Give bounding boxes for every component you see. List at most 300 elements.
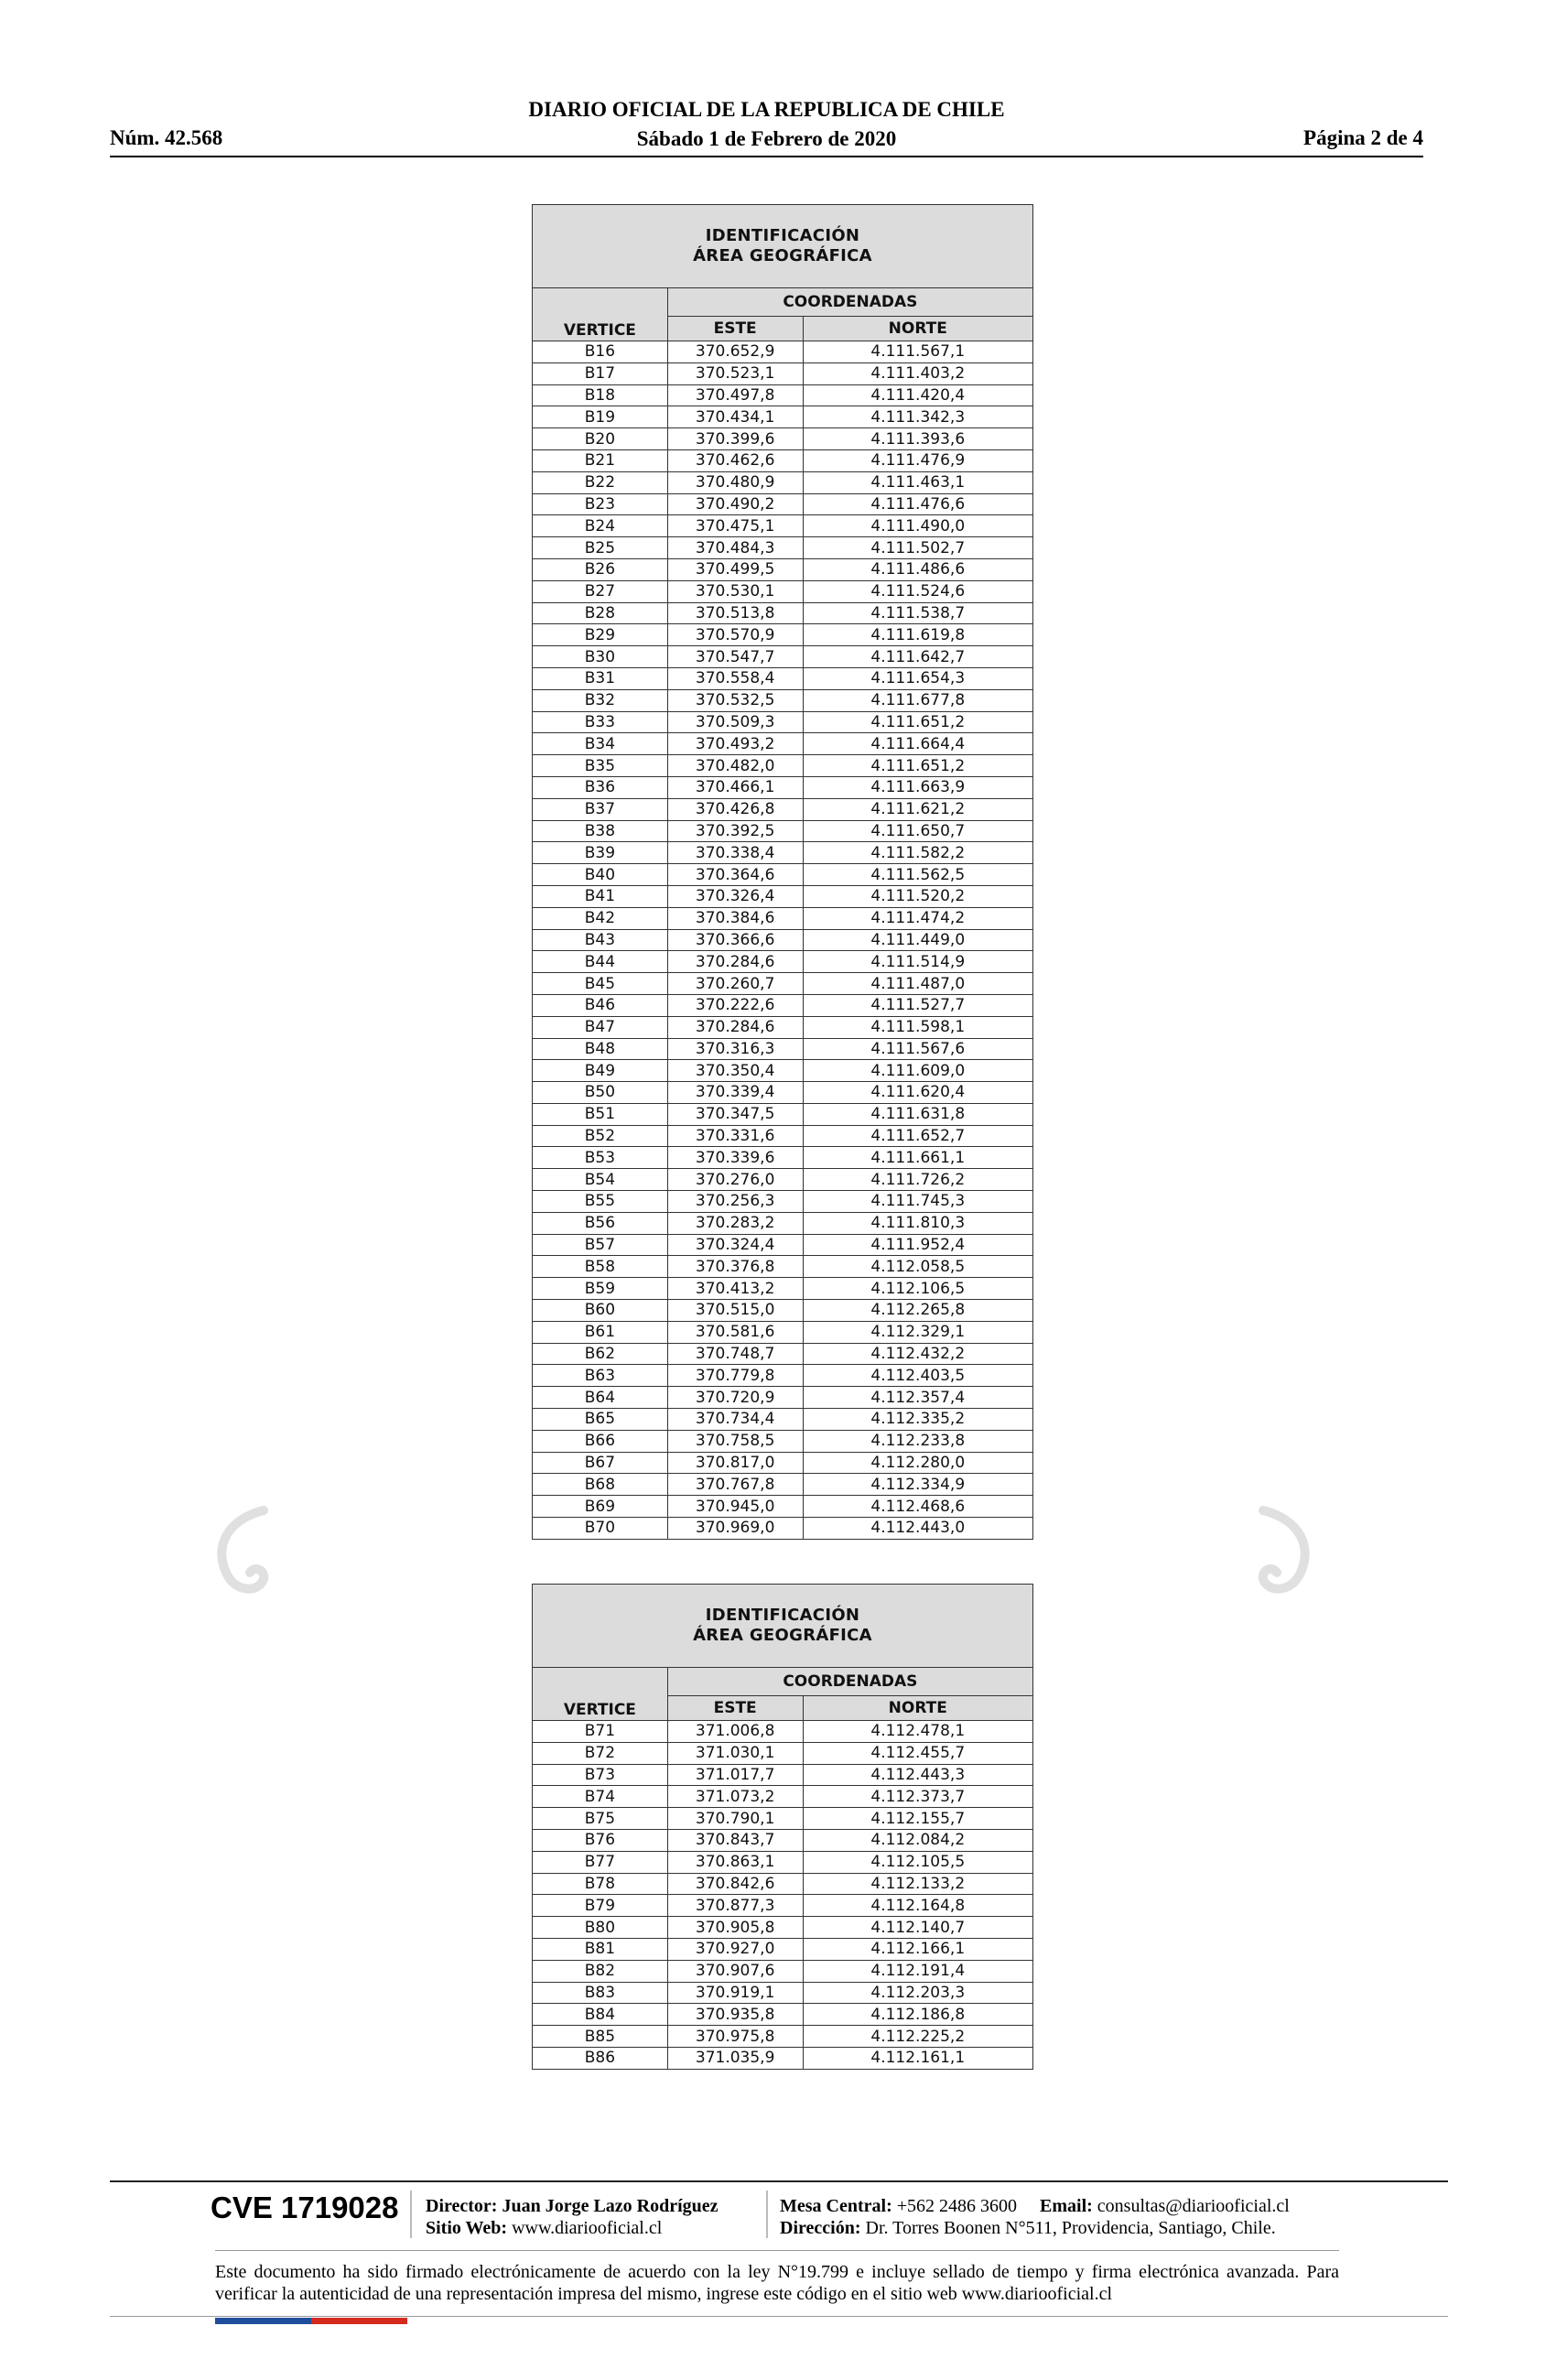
east-header: ESTE — [667, 317, 803, 341]
table-row — [533, 1452, 1033, 1474]
east-cell: 371.017,7 — [667, 1764, 803, 1786]
east-cell: 370.790,1 — [667, 1808, 803, 1830]
vertex-cell: B54 — [533, 1169, 668, 1191]
north-cell: 4.112.058,5 — [803, 1256, 1032, 1278]
coordinates-header: COORDENADAS — [667, 1668, 1032, 1696]
table-row — [533, 1851, 1033, 1873]
table-row — [533, 2004, 1033, 2026]
vertex-cell: B34 — [533, 733, 668, 755]
east-cell: 371.030,1 — [667, 1742, 803, 1764]
east-cell: 370.326,4 — [667, 885, 803, 907]
table-row — [533, 1982, 1033, 2004]
vertex-cell: B30 — [533, 646, 668, 668]
vertex-cell: B86 — [533, 2047, 668, 2069]
east-cell: 370.338,4 — [667, 842, 803, 864]
vertex-cell: B73 — [533, 1764, 668, 1786]
vertex-cell: B77 — [533, 1851, 668, 1873]
east-cell: 370.499,5 — [667, 558, 803, 580]
vertex-cell: B75 — [533, 1808, 668, 1830]
table-row — [533, 820, 1033, 842]
east-cell: 370.877,3 — [667, 1895, 803, 1917]
north-cell: 4.111.420,4 — [803, 384, 1032, 406]
table-row — [533, 580, 1033, 602]
table-row — [533, 493, 1033, 515]
north-cell: 4.111.486,6 — [803, 558, 1032, 580]
coordinates-table-2 — [532, 1584, 1033, 2070]
vertex-cell: B31 — [533, 667, 668, 689]
north-cell: 4.111.582,2 — [803, 842, 1032, 864]
north-cell: 4.111.490,0 — [803, 515, 1032, 537]
watermark-ornament-left — [209, 1501, 273, 1602]
phone-value: +562 2486 3600 — [896, 2196, 1018, 2216]
north-cell: 4.112.478,1 — [803, 1721, 1032, 1743]
vertex-cell: B72 — [533, 1742, 668, 1764]
table-row — [533, 1082, 1033, 1104]
north-cell: 4.111.567,1 — [803, 341, 1032, 363]
east-cell: 370.927,0 — [667, 1938, 803, 1960]
east-header: ESTE — [667, 1696, 803, 1721]
north-cell: 4.111.567,6 — [803, 1038, 1032, 1060]
east-cell: 370.935,8 — [667, 2004, 803, 2026]
east-cell: 370.490,2 — [667, 493, 803, 515]
address-value: Dr. Torres Boonen N°511, Providencia, Santiago, Chile. — [865, 2218, 1276, 2238]
vertex-cell: B25 — [533, 537, 668, 559]
north-cell: 4.111.527,7 — [803, 994, 1032, 1016]
east-cell: 370.905,8 — [667, 1917, 803, 1939]
vertex-cell: B36 — [533, 776, 668, 798]
coordinates-table — [532, 1584, 1033, 2070]
north-cell: 4.112.357,4 — [803, 1387, 1032, 1409]
footer-contact-block — [780, 2195, 1290, 2239]
vertex-cell: B51 — [533, 1103, 668, 1125]
north-cell: 4.112.233,8 — [803, 1430, 1032, 1452]
east-cell: 370.434,1 — [667, 406, 803, 428]
north-cell: 4.111.562,5 — [803, 864, 1032, 886]
vertex-cell: B60 — [533, 1300, 668, 1322]
north-cell: 4.111.514,9 — [803, 951, 1032, 973]
east-cell: 370.284,6 — [667, 1016, 803, 1038]
watermark-ornament-right — [1254, 1501, 1318, 1602]
table-row — [533, 1409, 1033, 1431]
vertex-cell: B78 — [533, 1873, 668, 1895]
east-cell: 370.493,2 — [667, 733, 803, 755]
vertex-cell: B49 — [533, 1060, 668, 1082]
table-row — [533, 973, 1033, 995]
north-cell: 4.111.476,9 — [803, 449, 1032, 471]
north-cell: 4.112.329,1 — [803, 1321, 1032, 1343]
table-row — [533, 1764, 1033, 1786]
vertex-cell: B42 — [533, 907, 668, 929]
north-cell: 4.112.468,6 — [803, 1496, 1032, 1518]
table-row — [533, 1256, 1033, 1278]
issue-number: Núm. 42.568 — [110, 126, 223, 149]
vertex-cell: B32 — [533, 689, 668, 711]
publication-heading — [110, 95, 1423, 154]
north-cell: 4.112.164,8 — [803, 1895, 1032, 1917]
vertex-cell: B24 — [533, 515, 668, 537]
table-row — [533, 1917, 1033, 1939]
east-cell: 370.779,8 — [667, 1365, 803, 1387]
vertex-cell: B84 — [533, 2004, 668, 2026]
vertex-cell: B67 — [533, 1452, 668, 1474]
footer-inner-divider — [215, 2250, 1339, 2251]
table-row — [533, 1895, 1033, 1917]
table-row — [533, 1038, 1033, 1060]
north-cell: 4.111.677,8 — [803, 689, 1032, 711]
vertex-cell: B52 — [533, 1125, 668, 1147]
vertex-cell: B56 — [533, 1212, 668, 1234]
north-cell: 4.111.651,2 — [803, 711, 1032, 733]
east-cell: 370.969,0 — [667, 1518, 803, 1540]
east-cell: 370.547,7 — [667, 646, 803, 668]
east-cell: 370.399,6 — [667, 428, 803, 450]
email-label: Email: — [1040, 2196, 1093, 2216]
east-cell: 370.767,8 — [667, 1474, 803, 1496]
east-cell: 370.222,6 — [667, 994, 803, 1016]
vertex-cell: B26 — [533, 558, 668, 580]
vertex-cell: B28 — [533, 602, 668, 624]
east-cell: 370.975,8 — [667, 2026, 803, 2048]
table-row — [533, 1321, 1033, 1343]
east-cell: 370.350,4 — [667, 1060, 803, 1082]
director-name: Juan Jorge Lazo Rodríguez — [502, 2196, 719, 2216]
coordinates-table — [532, 204, 1033, 1540]
header-divider — [110, 156, 1423, 157]
vertex-header: VERTICE — [533, 1668, 668, 1721]
east-cell: 370.364,6 — [667, 864, 803, 886]
table-row — [533, 471, 1033, 493]
east-cell: 370.256,3 — [667, 1191, 803, 1213]
north-cell: 4.111.650,7 — [803, 820, 1032, 842]
table-row — [533, 602, 1033, 624]
vertex-cell: B41 — [533, 885, 668, 907]
north-cell: 4.112.443,0 — [803, 1518, 1032, 1540]
north-header: NORTE — [803, 317, 1032, 341]
vertex-cell: B58 — [533, 1256, 668, 1278]
director-label: Director: — [426, 2196, 498, 2216]
east-cell: 370.331,6 — [667, 1125, 803, 1147]
north-cell: 4.112.334,9 — [803, 1474, 1032, 1496]
north-cell: 4.111.663,9 — [803, 776, 1032, 798]
north-cell: 4.112.403,5 — [803, 1365, 1032, 1387]
table-row — [533, 1278, 1033, 1300]
east-cell: 370.339,4 — [667, 1082, 803, 1104]
east-cell: 370.484,3 — [667, 537, 803, 559]
north-cell: 4.112.225,2 — [803, 2026, 1032, 2048]
vertex-cell: B50 — [533, 1082, 668, 1104]
vertex-cell: B45 — [533, 973, 668, 995]
east-cell: 371.073,2 — [667, 1786, 803, 1808]
north-cell: 4.111.654,3 — [803, 667, 1032, 689]
table-row — [533, 1721, 1033, 1743]
north-cell: 4.112.106,5 — [803, 1278, 1032, 1300]
east-cell: 370.581,6 — [667, 1321, 803, 1343]
vertex-cell: B61 — [533, 1321, 668, 1343]
table-row — [533, 646, 1033, 668]
table-row — [533, 537, 1033, 559]
email-link[interactable]: consultas@diariooficial.cl — [1097, 2196, 1290, 2216]
table-row — [533, 1365, 1033, 1387]
east-cell: 370.919,1 — [667, 1982, 803, 2004]
cve-code: CVE 1719028 — [211, 2191, 399, 2224]
vertex-cell: B22 — [533, 471, 668, 493]
web-link[interactable]: www.diariooficial.cl — [512, 2218, 663, 2238]
vertex-cell: B85 — [533, 2026, 668, 2048]
east-cell: 370.720,9 — [667, 1387, 803, 1409]
footer-divider — [110, 2180, 1448, 2182]
table-row — [533, 1518, 1033, 1540]
east-cell: 370.283,2 — [667, 1212, 803, 1234]
east-cell: 370.758,5 — [667, 1430, 803, 1452]
vertex-cell: B53 — [533, 1147, 668, 1169]
phone-label: Mesa Central: — [780, 2196, 892, 2216]
east-cell: 370.734,4 — [667, 1409, 803, 1431]
vertex-cell: B55 — [533, 1191, 668, 1213]
north-cell: 4.112.203,3 — [803, 1982, 1032, 2004]
north-cell: 4.111.393,6 — [803, 428, 1032, 450]
flag-stripe-red — [311, 2318, 407, 2324]
table-row — [533, 1430, 1033, 1452]
north-cell: 4.111.952,4 — [803, 1234, 1032, 1256]
east-cell: 370.366,6 — [667, 929, 803, 951]
vertex-cell: B35 — [533, 755, 668, 777]
north-cell: 4.111.620,4 — [803, 1082, 1032, 1104]
table-row — [533, 1191, 1033, 1213]
table-row — [533, 733, 1033, 755]
east-cell: 370.907,6 — [667, 1960, 803, 1982]
north-cell: 4.111.524,6 — [803, 580, 1032, 602]
table-row — [533, 951, 1033, 973]
east-cell: 370.392,5 — [667, 820, 803, 842]
north-cell: 4.111.609,0 — [803, 1060, 1032, 1082]
vertex-cell: B33 — [533, 711, 668, 733]
north-cell: 4.111.487,0 — [803, 973, 1032, 995]
east-cell: 370.284,6 — [667, 951, 803, 973]
north-cell: 4.111.449,0 — [803, 929, 1032, 951]
page-header — [110, 92, 1423, 157]
vertex-cell: B48 — [533, 1038, 668, 1060]
table-row — [533, 994, 1033, 1016]
north-header: NORTE — [803, 1696, 1032, 1721]
vertex-cell: B68 — [533, 1474, 668, 1496]
table-row — [533, 711, 1033, 733]
east-cell: 370.558,4 — [667, 667, 803, 689]
table-title-line2: ÁREA GEOGRÁFICA — [693, 246, 872, 265]
table-row — [533, 1808, 1033, 1830]
vertex-cell: B20 — [533, 428, 668, 450]
vertex-cell: B47 — [533, 1016, 668, 1038]
vertex-cell: B83 — [533, 1982, 668, 2004]
north-cell: 4.111.520,2 — [803, 885, 1032, 907]
footer-separator — [410, 2191, 412, 2238]
vertex-cell: B81 — [533, 1938, 668, 1960]
north-cell: 4.111.621,2 — [803, 798, 1032, 820]
north-cell: 4.112.335,2 — [803, 1409, 1032, 1431]
table-row — [533, 1829, 1033, 1851]
vertex-cell: B71 — [533, 1721, 668, 1743]
vertex-header: VERTICE — [533, 288, 668, 341]
table-row — [533, 1016, 1033, 1038]
vertex-cell: B69 — [533, 1496, 668, 1518]
east-cell: 370.570,9 — [667, 624, 803, 646]
footer-separator — [766, 2191, 768, 2238]
table-row — [533, 1125, 1033, 1147]
table-row — [533, 1300, 1033, 1322]
vertex-cell: B21 — [533, 449, 668, 471]
east-cell: 370.475,1 — [667, 515, 803, 537]
east-cell: 370.466,1 — [667, 776, 803, 798]
north-cell: 4.112.084,2 — [803, 1829, 1032, 1851]
vertex-cell: B63 — [533, 1365, 668, 1387]
north-cell: 4.111.810,3 — [803, 1212, 1032, 1234]
east-cell: 370.482,0 — [667, 755, 803, 777]
north-cell: 4.112.280,0 — [803, 1452, 1032, 1474]
table-title-line1: IDENTIFICACIÓN — [705, 1606, 860, 1625]
table-row — [533, 1938, 1033, 1960]
vertex-cell: B23 — [533, 493, 668, 515]
table-row — [533, 428, 1033, 450]
vertex-cell: B40 — [533, 864, 668, 886]
table-title — [533, 205, 1033, 288]
table-row — [533, 776, 1033, 798]
east-cell: 370.324,4 — [667, 1234, 803, 1256]
vertex-cell: B59 — [533, 1278, 668, 1300]
vertex-cell: B64 — [533, 1387, 668, 1409]
north-cell: 4.111.642,7 — [803, 646, 1032, 668]
table-row — [533, 1742, 1033, 1764]
table-row — [533, 1496, 1033, 1518]
page-indicator: Página 2 de 4 — [1303, 126, 1423, 149]
north-cell: 4.112.133,2 — [803, 1873, 1032, 1895]
east-cell: 370.513,8 — [667, 602, 803, 624]
table-row — [533, 755, 1033, 777]
coordinates-table-1 — [532, 204, 1033, 1540]
table-row — [533, 907, 1033, 929]
table-row — [533, 885, 1033, 907]
vertex-cell: B27 — [533, 580, 668, 602]
vertex-cell: B82 — [533, 1960, 668, 1982]
table-row — [533, 864, 1033, 886]
east-cell: 370.515,0 — [667, 1300, 803, 1322]
table-row — [533, 1474, 1033, 1496]
vertex-cell: B18 — [533, 384, 668, 406]
north-cell: 4.111.538,7 — [803, 602, 1032, 624]
vertex-cell: B46 — [533, 994, 668, 1016]
table-row — [533, 689, 1033, 711]
east-cell: 370.497,8 — [667, 384, 803, 406]
east-cell: 370.817,0 — [667, 1452, 803, 1474]
north-cell: 4.111.342,3 — [803, 406, 1032, 428]
north-cell: 4.111.631,8 — [803, 1103, 1032, 1125]
footer-director-block — [426, 2195, 719, 2239]
table-title-line1: IDENTIFICACIÓN — [705, 226, 860, 245]
north-cell: 4.111.474,2 — [803, 907, 1032, 929]
flag-stripe-blue — [215, 2318, 311, 2324]
vertex-cell: B19 — [533, 406, 668, 428]
east-cell: 370.413,2 — [667, 1278, 803, 1300]
north-cell: 4.112.455,7 — [803, 1742, 1032, 1764]
east-cell: 370.347,5 — [667, 1103, 803, 1125]
web-label: Sitio Web: — [426, 2218, 508, 2238]
table-row — [533, 2047, 1033, 2069]
east-cell: 370.523,1 — [667, 362, 803, 384]
east-cell: 370.316,3 — [667, 1038, 803, 1060]
table-row — [533, 1103, 1033, 1125]
east-cell: 370.426,8 — [667, 798, 803, 820]
vertex-cell: B70 — [533, 1518, 668, 1540]
table-row — [533, 1873, 1033, 1895]
north-cell: 4.112.191,4 — [803, 1960, 1032, 1982]
coordinates-header: COORDENADAS — [667, 288, 1032, 317]
east-cell: 370.376,8 — [667, 1256, 803, 1278]
vertex-cell: B65 — [533, 1409, 668, 1431]
table-row — [533, 384, 1033, 406]
table-title — [533, 1585, 1033, 1668]
east-cell: 371.006,8 — [667, 1721, 803, 1743]
table-row — [533, 2026, 1033, 2048]
table-row — [533, 362, 1033, 384]
vertex-cell: B37 — [533, 798, 668, 820]
north-cell: 4.112.166,1 — [803, 1938, 1032, 1960]
north-cell: 4.111.745,3 — [803, 1191, 1032, 1213]
east-cell: 370.384,6 — [667, 907, 803, 929]
table-row — [533, 1343, 1033, 1365]
east-cell: 370.480,9 — [667, 471, 803, 493]
east-cell: 370.843,7 — [667, 1829, 803, 1851]
table-row — [533, 1212, 1033, 1234]
north-cell: 4.112.140,7 — [803, 1917, 1032, 1939]
table-row — [533, 449, 1033, 471]
vertex-cell: B39 — [533, 842, 668, 864]
table-row — [533, 798, 1033, 820]
vertex-cell: B74 — [533, 1786, 668, 1808]
north-cell: 4.111.664,4 — [803, 733, 1032, 755]
north-cell: 4.112.105,5 — [803, 1851, 1032, 1873]
bottom-divider — [110, 2316, 1448, 2317]
north-cell: 4.111.726,2 — [803, 1169, 1032, 1191]
north-cell: 4.111.476,6 — [803, 493, 1032, 515]
table-row — [533, 558, 1033, 580]
north-cell: 4.112.443,3 — [803, 1764, 1032, 1786]
table-row — [533, 515, 1033, 537]
east-cell: 370.842,6 — [667, 1873, 803, 1895]
vertex-cell: B76 — [533, 1829, 668, 1851]
table-row — [533, 1147, 1033, 1169]
table-row — [533, 1234, 1033, 1256]
north-cell: 4.111.502,7 — [803, 537, 1032, 559]
north-cell: 4.111.651,2 — [803, 755, 1032, 777]
table-row — [533, 1387, 1033, 1409]
vertex-cell: B66 — [533, 1430, 668, 1452]
north-cell: 4.112.265,8 — [803, 1300, 1032, 1322]
north-cell: 4.111.661,1 — [803, 1147, 1032, 1169]
north-cell: 4.111.463,1 — [803, 471, 1032, 493]
table-row — [533, 1960, 1033, 1982]
north-cell: 4.111.598,1 — [803, 1016, 1032, 1038]
table-row — [533, 929, 1033, 951]
table-row — [533, 624, 1033, 646]
north-cell: 4.112.155,7 — [803, 1808, 1032, 1830]
north-cell: 4.112.373,7 — [803, 1786, 1032, 1808]
north-cell: 4.112.432,2 — [803, 1343, 1032, 1365]
vertex-cell: B44 — [533, 951, 668, 973]
east-cell: 370.462,6 — [667, 449, 803, 471]
north-cell: 4.112.186,8 — [803, 2004, 1032, 2026]
east-cell: 370.748,7 — [667, 1343, 803, 1365]
vertex-cell: B16 — [533, 341, 668, 363]
publication-title: DIARIO OFICIAL DE LA REPUBLICA DE CHILE — [528, 98, 1005, 121]
north-cell: 4.111.403,2 — [803, 362, 1032, 384]
